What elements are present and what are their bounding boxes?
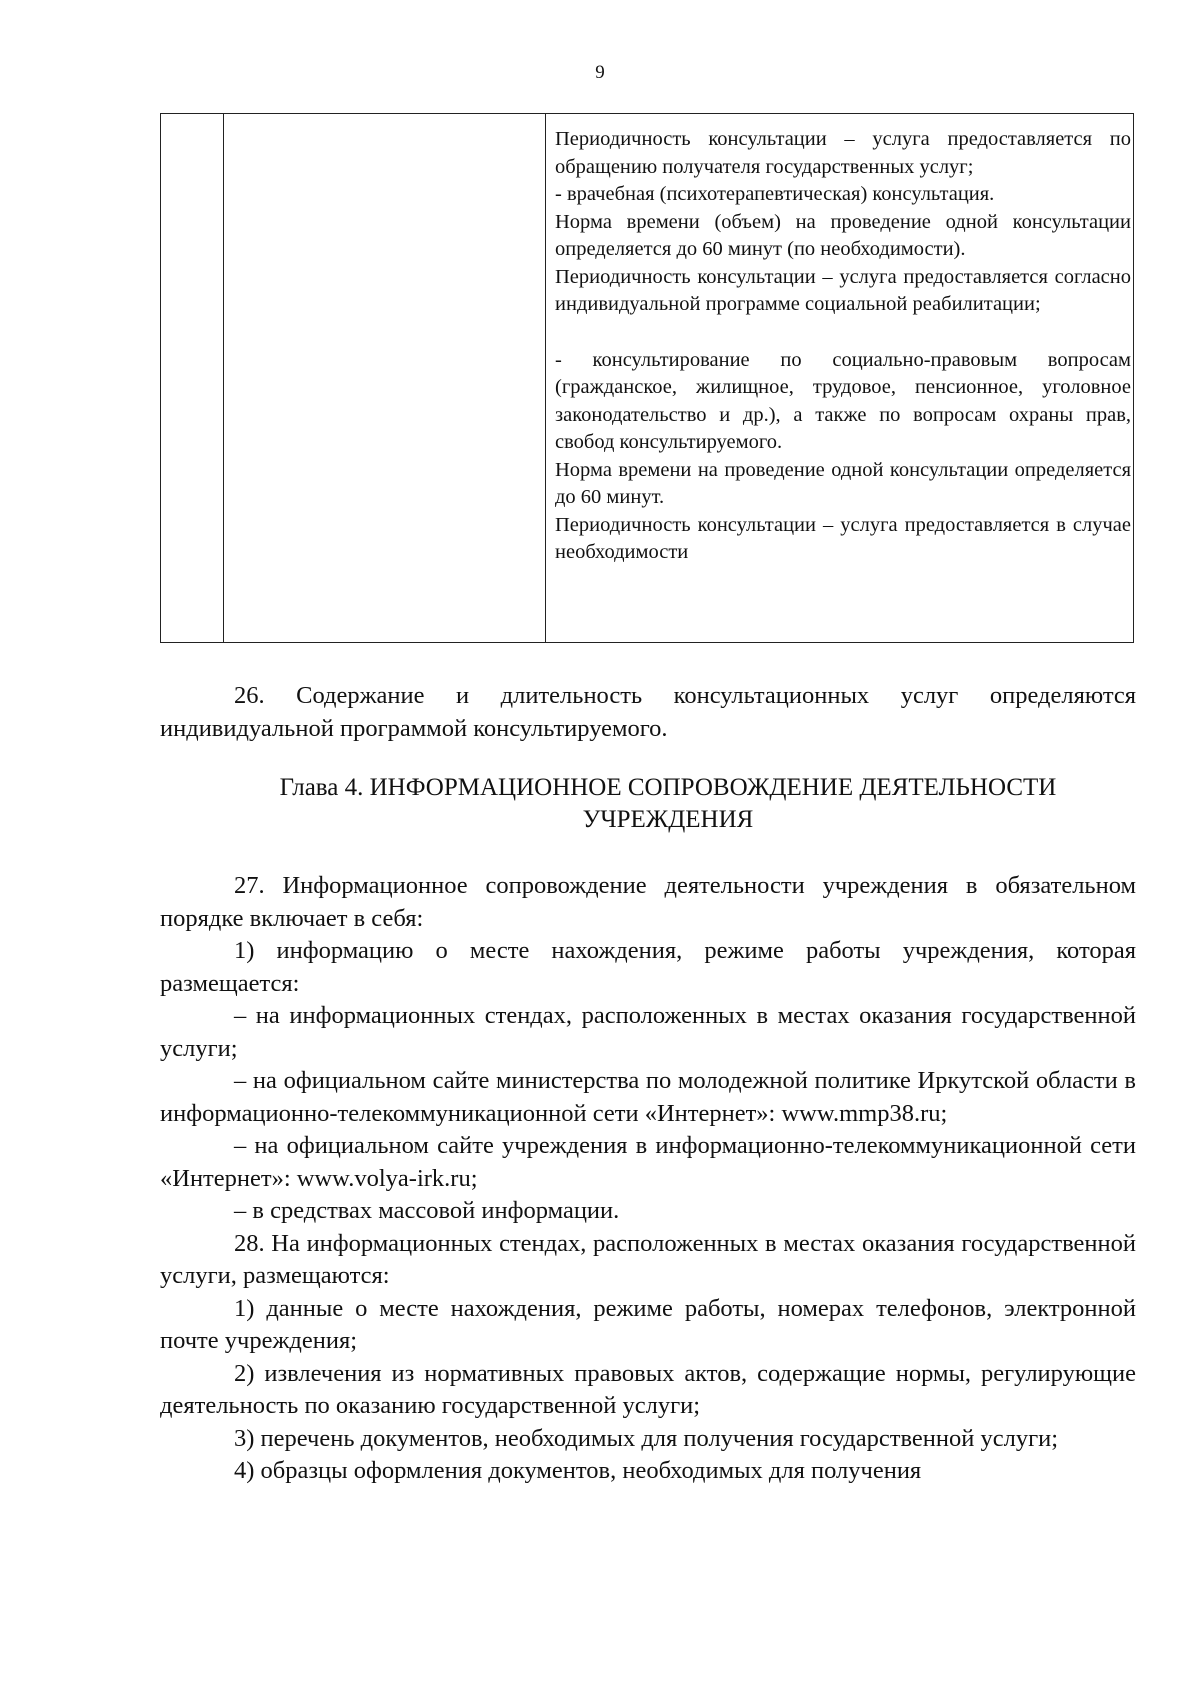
chapter-heading-line1: Глава 4. ИНФОРМАЦИОННОЕ СОПРОВОЖДЕНИЕ ДЕЯТЕЛЬНОСТИ xyxy=(279,774,1057,801)
table-cell-line: Норма времени (объем) на проведение одной консультации определяется до 60 минут (по необходимости). xyxy=(555,210,1131,260)
paragraph-26: 26. Содержание и длительность консультационных услуг определяются индивидуальной программой консультируемого. xyxy=(160,682,1136,742)
spacer xyxy=(555,319,1131,347)
table-cell-line: - консультирование по социально-правовым вопросам (гражданское, жилищное, трудовое, пенсионное, уголовное законодательство и др.), а также по вопросам охраны прав, свобод консультируемого. xyxy=(555,348,1131,453)
table-cell-line: Периодичность консультации – услуга предоставляется по обращению получателя государственных услуг; xyxy=(555,128,1131,178)
paragraph-26-block xyxy=(160,680,1136,745)
table-cell-line: Периодичность консультации – услуга предоставляется в случае необходимости xyxy=(555,513,1131,563)
list-item: 1) данные о месте нахождения, режиме работы, номерах телефонов, электронной почте учреждения; xyxy=(160,1294,1136,1354)
table-cell-line: Норма времени на проведение одной консультации определяется до 60 минут. xyxy=(555,458,1131,508)
services-table xyxy=(160,113,1134,643)
list-item: 4) образцы оформления документов, необходимых для получения xyxy=(234,1457,922,1484)
table-cell-line: - врачебная (психотерапевтическая) консультация. xyxy=(555,183,995,205)
table-column-service-name xyxy=(224,114,546,642)
list-item: 2) извлечения из нормативных правовых актов, содержащие нормы, регулирующие деятельность по оказанию государственной услуги; xyxy=(160,1359,1136,1419)
chapter-heading-line2: УЧРЕЖДЕНИЯ xyxy=(582,806,754,833)
list-item: – в средствах массовой информации. xyxy=(234,1197,620,1224)
table-column-number xyxy=(161,114,224,642)
list-item: 3) перечень документов, необходимых для получения государственной услуги; xyxy=(234,1424,1059,1452)
page-number: 9 xyxy=(595,62,605,83)
table-cell-line: Периодичность консультации – услуга предоставляется согласно индивидуальной программе социальной реабилитации; xyxy=(555,265,1131,315)
chapter-4-body xyxy=(160,870,1136,1488)
list-item: – на официальном сайте учреждения в информационно-телекоммуникационной сети «Интернет»: www.volya-irk.ru; xyxy=(160,1132,1136,1192)
list-item: 1) информацию о месте нахождения, режиме работы учреждения, которая размещается: xyxy=(160,937,1136,997)
table-column-description xyxy=(546,114,1133,642)
list-item: – на информационных стендах, расположенных в местах оказания государственной услуги; xyxy=(160,1002,1136,1062)
chapter-heading xyxy=(160,772,1136,836)
paragraph-27: 27. Информационное сопровождение деятельности учреждения в обязательном порядке включает в себя: xyxy=(160,872,1136,932)
paragraph-28: 28. На информационных стендах, расположенных в местах оказания государственной услуги, размещаются: xyxy=(160,1229,1136,1289)
list-item: – на официальном сайте министерства по молодежной политике Иркутской области в информационно-телекоммуникационной сети «Интернет»: www.mmp38.ru; xyxy=(160,1067,1136,1127)
